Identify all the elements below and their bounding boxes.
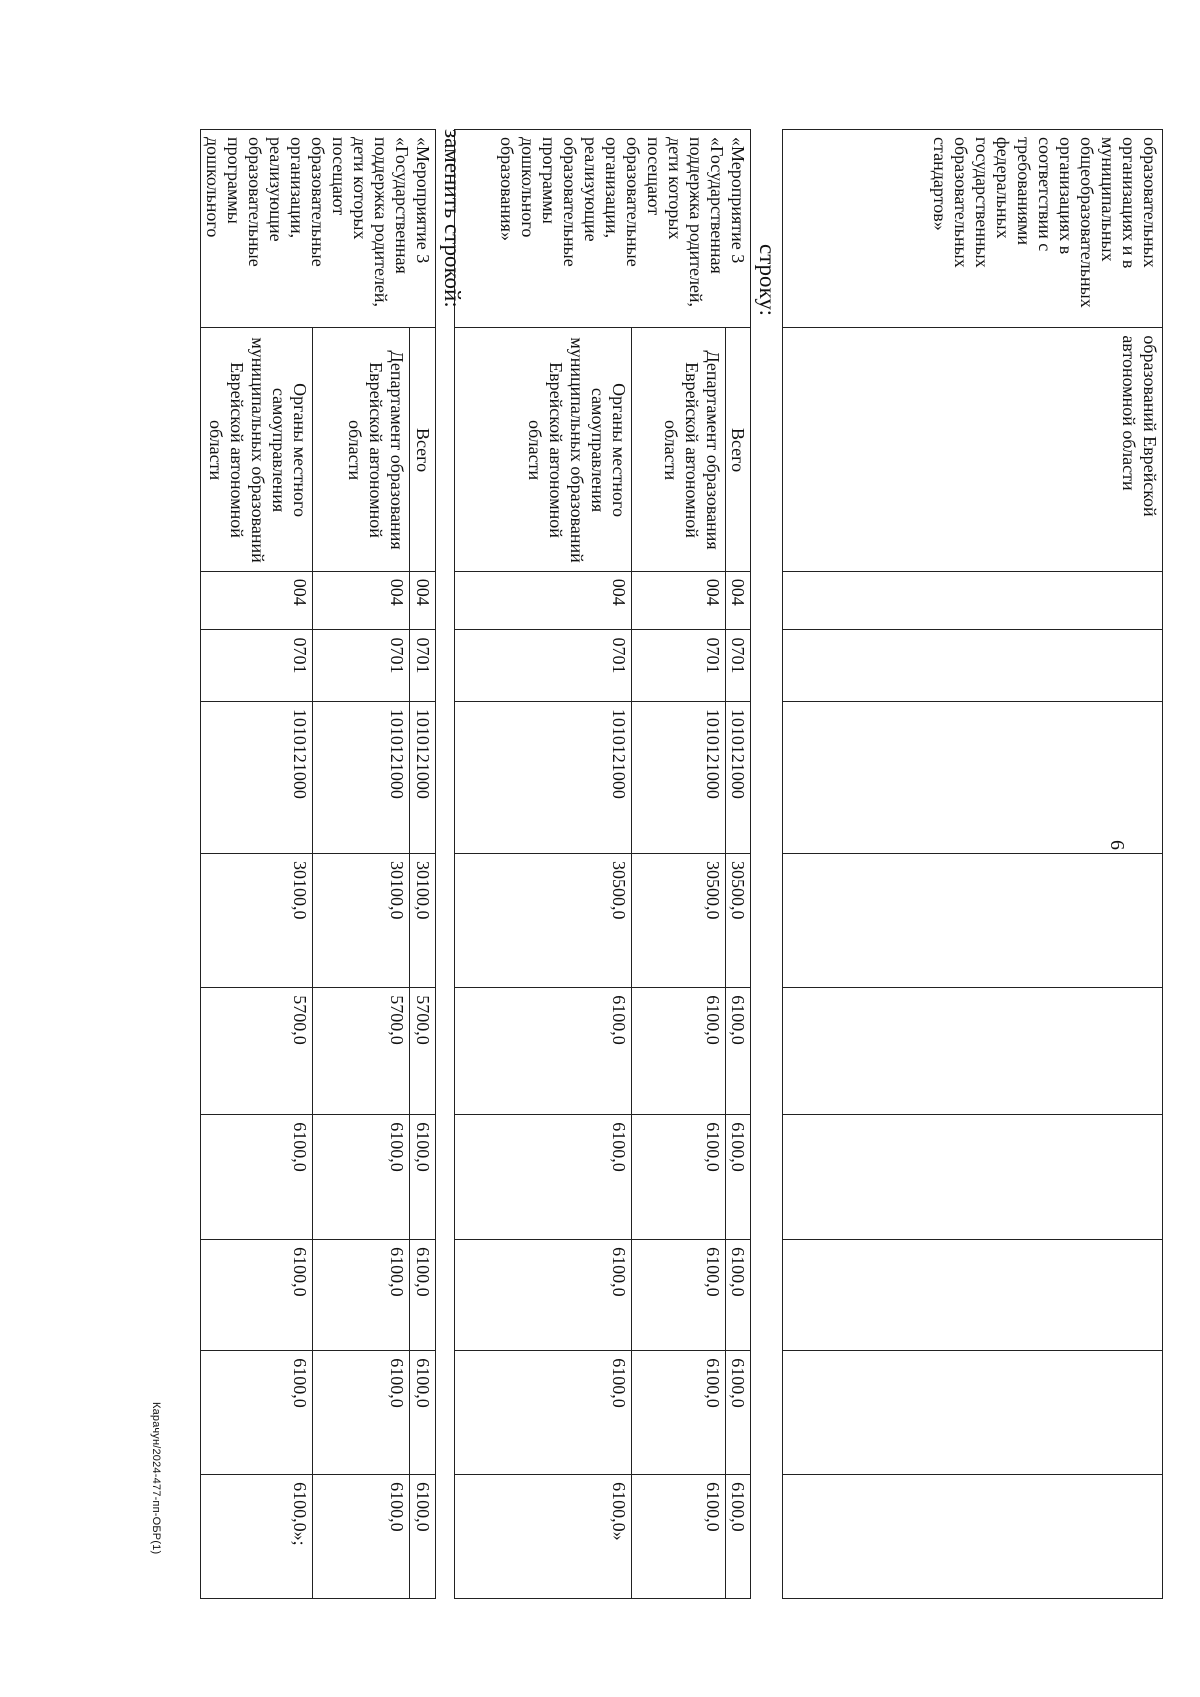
executor-cell: Департамент образования Еврейской автономной области: [313, 328, 410, 571]
executor-cell: Всего: [410, 328, 436, 571]
year-1-cell: 6100,0: [726, 988, 751, 1115]
year-5-cell: 6100,0: [632, 1475, 726, 1599]
grbs-cell: 004: [632, 571, 726, 630]
year-1-cell: 6100,0: [632, 988, 726, 1115]
year-3-cell: 6100,0: [410, 1240, 436, 1351]
empty-cell: [783, 1240, 1163, 1351]
continuation-cell-executor: образований Еврейской автономной области: [783, 328, 1163, 571]
total-cell: 30100,0: [201, 853, 313, 987]
year-1-cell: 5700,0: [313, 988, 410, 1115]
grbs-cell: 004: [313, 571, 410, 630]
year-2-cell: 6100,0: [632, 1115, 726, 1240]
rzpr-cell: 0701: [410, 630, 436, 701]
year-4-cell: 6100,0: [201, 1351, 313, 1475]
empty-cell: [783, 988, 1163, 1115]
csr-cell: 1010121000: [726, 701, 751, 853]
year-2-cell: 6100,0: [313, 1115, 410, 1240]
grbs-cell: 004: [201, 571, 313, 630]
executor-cell: Органы местного самоуправления муниципальных образований Еврейской автономной области: [455, 328, 632, 571]
year-4-cell: 6100,0: [455, 1351, 632, 1475]
empty-cell: [783, 1115, 1163, 1240]
year-2-cell: 6100,0: [201, 1115, 313, 1240]
year-1-cell: 6100,0: [455, 988, 632, 1115]
heading-new-row: заменить строкой:: [440, 129, 465, 308]
footer-reference: Карачун/2024-477-пп-ОБР(1): [150, 1402, 162, 1555]
empty-cell: [783, 701, 1163, 853]
year-4-cell: 6100,0: [313, 1351, 410, 1475]
empty-cell: [783, 853, 1163, 987]
year-5-cell: 6100,0: [313, 1475, 410, 1599]
grbs-cell: 004: [410, 571, 436, 630]
total-cell: 30500,0: [632, 853, 726, 987]
year-1-cell: 5700,0: [410, 988, 436, 1115]
year-4-cell: 6100,0: [726, 1351, 751, 1475]
csr-cell: 1010121000: [313, 701, 410, 853]
executor-cell: Органы местного самоуправления муниципальных образований Еврейской автономной области: [201, 328, 313, 571]
csr-cell: 1010121000: [410, 701, 436, 853]
total-cell: 30500,0: [455, 853, 632, 987]
year-2-cell: 6100,0: [455, 1115, 632, 1240]
table-new-row: [200, 129, 436, 1599]
year-5-cell: 6100,0»: [455, 1475, 632, 1599]
year-2-cell: 6100,0: [726, 1115, 751, 1240]
year-5-cell: 6100,0: [726, 1475, 751, 1599]
rzpr-cell: 0701: [455, 630, 632, 701]
heading-old-row: строку:: [755, 244, 780, 316]
year-3-cell: 6100,0: [455, 1240, 632, 1351]
year-4-cell: 6100,0: [410, 1351, 436, 1475]
empty-cell: [783, 571, 1163, 630]
year-3-cell: 6100,0: [632, 1240, 726, 1351]
year-5-cell: 6100,0: [410, 1475, 436, 1599]
csr-cell: 1010121000: [201, 701, 313, 853]
grbs-cell: 004: [455, 571, 632, 630]
csr-cell: 1010121000: [632, 701, 726, 853]
year-1-cell: 5700,0: [201, 988, 313, 1115]
total-cell: 30100,0: [410, 853, 436, 987]
empty-cell: [783, 1351, 1163, 1475]
year-3-cell: 6100,0: [726, 1240, 751, 1351]
year-5-cell: 6100,0»;: [201, 1475, 313, 1599]
year-3-cell: 6100,0: [201, 1240, 313, 1351]
csr-cell: 1010121000: [455, 701, 632, 853]
rzpr-cell: 0701: [313, 630, 410, 701]
rzpr-cell: 0701: [201, 630, 313, 701]
year-3-cell: 6100,0: [313, 1240, 410, 1351]
table-old-row: [454, 129, 751, 1599]
year-4-cell: 6100,0: [632, 1351, 726, 1475]
page-number: 6: [1106, 840, 1128, 850]
executor-cell: Департамент образования Еврейской автономной области: [632, 328, 726, 571]
table-continuation: [782, 129, 1163, 1599]
measure-description: «Мероприятие 3 «Государственная поддержка родителей, дети которых посещают образовательные организации, реализующие образовательные программы дошкольного образования»: [455, 130, 751, 328]
empty-cell: [783, 630, 1163, 701]
rzpr-cell: 0701: [632, 630, 726, 701]
grbs-cell: 004: [726, 571, 751, 630]
executor-cell: Всего: [726, 328, 751, 571]
measure-description: «Мероприятие 3 «Государственная поддержка родителей, дети которых посещают образовательные организации, реализующие образовательные программы дошкольного: [201, 130, 436, 328]
year-2-cell: 6100,0: [410, 1115, 436, 1240]
rzpr-cell: 0701: [726, 630, 751, 701]
empty-cell: [783, 1475, 1163, 1599]
total-cell: 30500,0: [726, 853, 751, 987]
total-cell: 30100,0: [313, 853, 410, 987]
continuation-cell-description: образовательных организациях и в муниципальных общеобразовательных организациях в соответствии с требованиями федеральных государственных образовательных стандартов»: [783, 130, 1163, 328]
